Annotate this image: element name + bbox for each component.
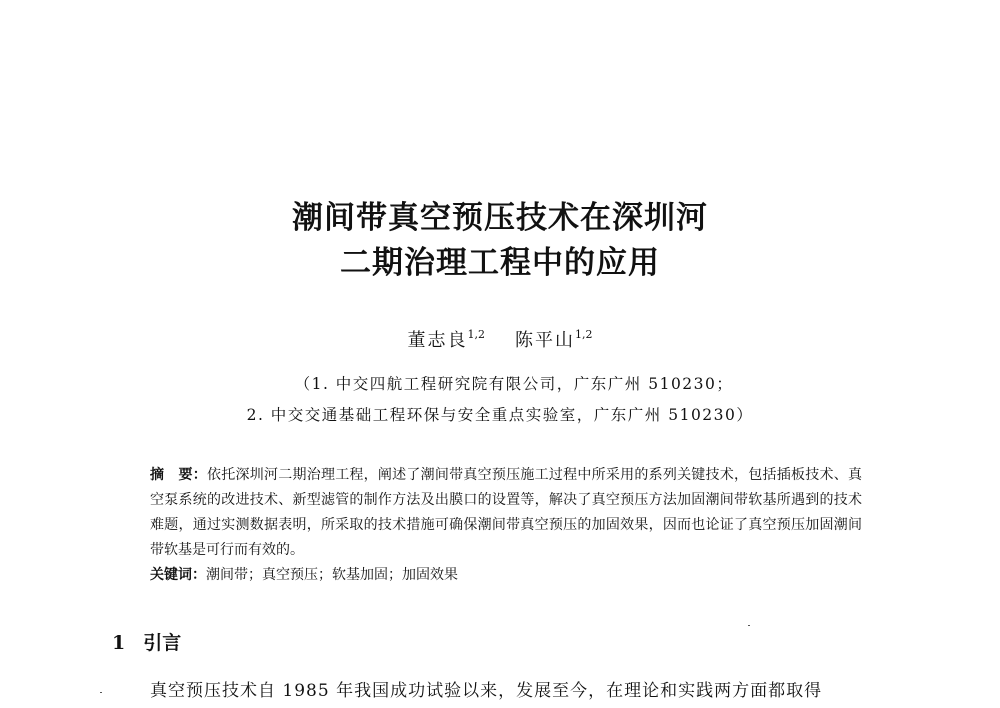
abstract-text: 依托深圳河二期治理工程，阐述了潮间带真空预压施工过程中所采用的系列关键技术，包括插板技术、真空泵系统的改进技术、新型滤管的制作方法及出膜口的设置等，解决了真空预压方法加固潮间带软基所遇到的技术难题，通过实测数据表明，所采取的技术措施可确保潮间带真空预压的加固效果，因而也论证了真空预压加固潮间带软基是可行而有效的。: [150, 467, 863, 558]
abstract-label: 摘 要：: [150, 467, 207, 483]
paper-title-line-2: 二期治理工程中的应用: [340, 245, 660, 281]
keywords-label: 关键词：: [150, 567, 206, 583]
author-list: [0, 326, 1000, 352]
author-1: [408, 330, 486, 351]
affiliation-1: （1. 中交四航工程研究院有限公司，广东广州 510230；: [294, 375, 734, 393]
keywords: [150, 563, 862, 588]
author-2: [515, 330, 593, 351]
scan-speck: [100, 692, 102, 693]
author-2-affiliation-mark: 1,2: [575, 328, 593, 341]
section-number: 1: [112, 632, 126, 654]
author-2-name: 陈平山: [515, 330, 575, 351]
scan-speck: [748, 625, 750, 626]
keywords-text: 潮间带；真空预压；软基加固；加固效果: [206, 567, 458, 583]
author-1-affiliation-mark: 1,2: [467, 328, 485, 341]
paper-title-line-1: 潮间带真空预压技术在深圳河: [292, 200, 708, 236]
author-1-name: 董志良: [407, 330, 468, 351]
affiliation-2: 2. 中交交通基础工程环保与安全重点实验室，广东广州 510230）: [246, 406, 754, 424]
abstract: [150, 463, 862, 563]
section-heading-introduction: [112, 628, 181, 655]
body-paragraph-line: 真空预压技术自 1985 年我国成功试验以来，发展至今，在理论和实践两方面都取得: [150, 681, 823, 701]
section-title: 引言: [143, 632, 182, 654]
